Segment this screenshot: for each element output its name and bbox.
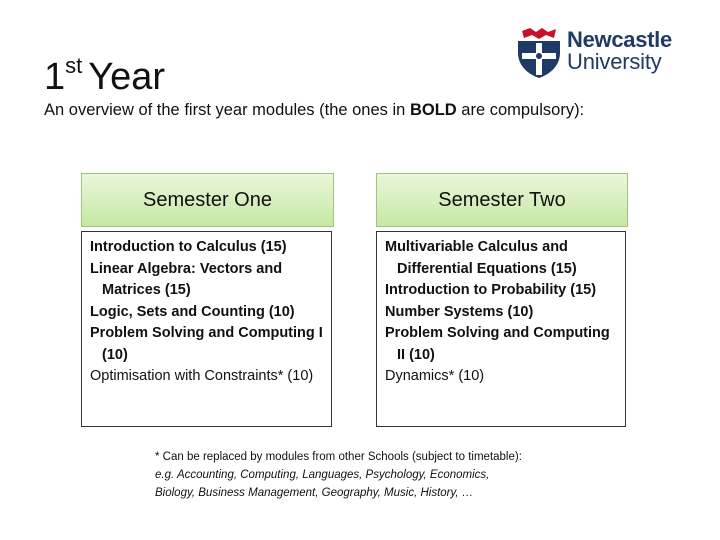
intro-bold: BOLD xyxy=(409,101,457,119)
module-item: Logic, Sets and Counting (10) xyxy=(90,303,295,320)
module-item: Number Systems (10) xyxy=(385,303,534,320)
module-item: Introduction to Probability (15) xyxy=(385,282,597,298)
semester-one-modules xyxy=(81,231,332,427)
module-item: Multivariable Calculus and Differential Equations (15) xyxy=(385,239,577,277)
intro-before: An overview of the first year modules (the ones in xyxy=(44,101,410,119)
module-item: Linear Algebra: Vectors and Matrices (15) xyxy=(90,260,283,298)
title-word: Year xyxy=(88,56,166,98)
footnote-line-2: e.g. Accounting, Computing, Languages, Psychology, Economics, xyxy=(155,469,490,481)
intro-after: are compulsory): xyxy=(456,101,585,119)
footnote xyxy=(155,448,625,502)
logo-line-2: University xyxy=(567,49,662,74)
module-item: Problem Solving and Computing I (10) xyxy=(90,325,323,363)
page-title xyxy=(44,40,165,103)
module-item: Problem Solving and Computing II (10) xyxy=(385,325,610,363)
semester-two-modules xyxy=(376,231,626,427)
logo-line-1: Newcastle xyxy=(567,27,672,52)
footnote-line-1: * Can be replaced by modules from other Schools (subject to timetable): xyxy=(155,451,522,463)
semester-one-header: Semester One xyxy=(81,173,334,227)
shield-icon xyxy=(516,23,562,79)
title-suffix: st xyxy=(65,53,83,78)
title-number: 1 xyxy=(44,56,66,98)
footnote-line-3: Biology, Business Management, Geography, Music, History, … xyxy=(155,487,474,499)
semester-two-header: Semester Two xyxy=(376,173,628,227)
module-item: Optimisation with Constraints* (10) xyxy=(90,368,314,384)
university-logo xyxy=(516,22,686,80)
module-item: Introduction to Calculus (15) xyxy=(90,239,287,255)
module-item: Dynamics* (10) xyxy=(385,368,485,384)
intro-text xyxy=(44,101,694,120)
